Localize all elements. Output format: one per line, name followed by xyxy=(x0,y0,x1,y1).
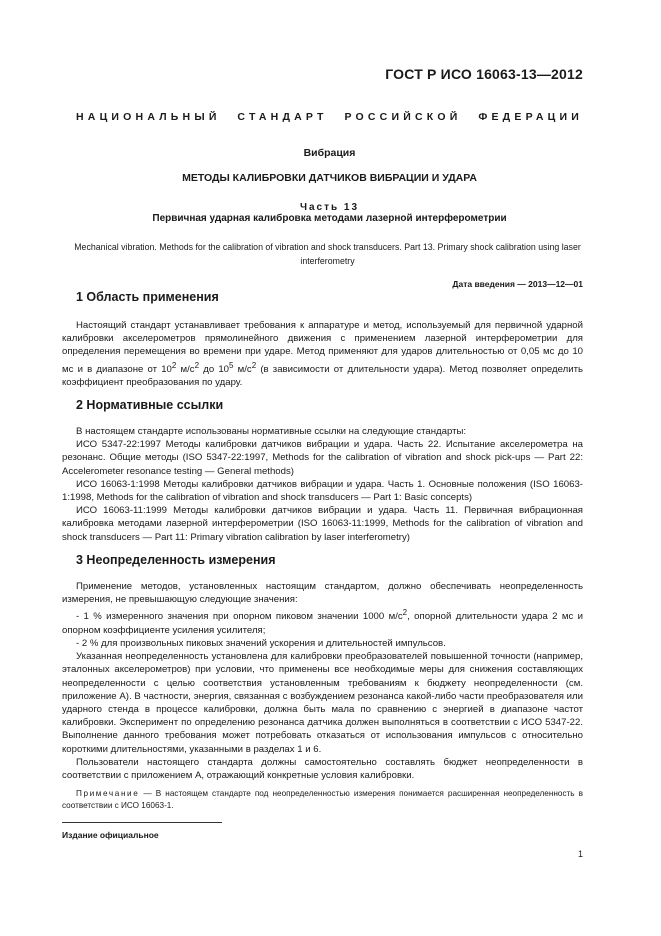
scope-paragraph: Настоящий стандарт устанавливает требования к аппаратуре и метод, используемый для первичной ударной калибровки акселерометров прямолинейного движения с применением лазерной интерферометрии для определения перемещения во времени при ударе. Метод применяют для ударов длительностью от 0,05 мс до 10 мс и в диапазоне от $10^2$ $м/с^2$ до $10^5$ $м/с^2$ (в зависимости от длительности удара). Метод позволяет определить коэффициент преобразования по удару. xyxy=(62,320,583,388)
references-intro: В настоящем стандарте использованы нормативные ссылки на следующие стандарты: xyxy=(76,426,467,437)
national-standard-banner: НАЦИОНАЛЬНЫЙ СТАНДАРТ РОССИЙСКОЙ ФЕДЕРАЦИИ xyxy=(76,111,583,123)
title-subtitle: Первичная ударная калибровка методами лазерной интерферометрии xyxy=(152,213,507,224)
uncertainty-list-item: - 2 % для произвольных пиковых значений ускорения и длительностей импульсов. xyxy=(76,638,446,649)
title-main: МЕТОДЫ КАЛИБРОВКИ ДАТЧИКОВ ВИБРАЦИИ И УДАРА xyxy=(182,172,477,184)
uncertainty-intro: Применение методов, установленных настоящим стандартом, должно обеспечивать неопределенность измерения, не превышающую следующие значения: xyxy=(62,581,583,606)
section-body-uncertainty xyxy=(62,580,583,782)
uncertainty-paragraph: Указанная неопределенность установлена для калибровки преобразователей повышенной точности (например, эталонных акселерометров) при условии, что применены все необходимые меры для снижения составляющих неопределенности с целью соответствия установленным требованиям к бюджету неопределенности (см. приложение А). В частности, энергия, связанная с возбуждением резонанса какой-либо части преобразователя или ударного стенда в процессе калибровки, должна быть мала по сравнению с энергией в диапазоне частот калибровки. Эксперимент по определению резонанса датчика должен выполняться в соответствии с ИСО 5347-22. Выполнение данного требования может потребовать отказаться от использования импульсов с относительно короткими длительностями, указанными в разделах 1 и 6. xyxy=(62,651,583,755)
reference-item: ИСО 16063-11:1999 Методы калибровки датчиков вибрации и удара. Часть 11. Первичная вибрационная калибровка методами лазерной интерферометрии (ISO 16063-11:1999, Methods for the calibration of vibration and shock transducers — Part 11: Primary vibration calibration by laser interferometry) xyxy=(62,505,583,543)
title-category: Вибрация xyxy=(303,147,356,159)
section-body-scope xyxy=(62,319,583,389)
uncertainty-list xyxy=(62,606,583,650)
uncertainty-paragraph: Пользователи настоящего стандарта должны самостоятельно составлять бюджет неопределенности в соответствии с приложением А, отражающий конкретные условия калибровки. xyxy=(62,756,583,782)
note-text: — В настоящем стандарте под неопределенностью измерения понимается расширенная неопределенность в соответствии с ИСО 16063-1. xyxy=(62,789,583,811)
page-number: 1 xyxy=(577,849,583,859)
section-heading-scope: 1 Область применения xyxy=(76,290,219,304)
title-part: Часть 13 xyxy=(299,202,360,213)
introduction-date: Дата введения — 2013—12—01 xyxy=(452,279,583,289)
reference-item: ИСО 5347-22:1997 Методы калибровки датчиков вибрации и удара. Часть 22. Испытание акселерометра на резонанс. Общие методы (ISO 5347-22:1997, Methods for the calibration of vibration and shock pick-ups — Part 22: Accelerometer resonance testing — General methods) xyxy=(62,439,583,477)
footer-divider xyxy=(62,822,222,823)
section-heading-references: 2 Нормативные ссылки xyxy=(76,398,224,412)
section-heading-uncertainty: 3 Неопределенность измерения xyxy=(76,553,276,567)
standard-code: ГОСТ Р ИСО 16063-13—2012 xyxy=(385,66,583,82)
reference-item: ИСО 16063-1:1998 Методы калибровки датчиков вибрации и удара. Часть 1. Основные положения (ISO 16063-1:1998, Methods for the calibration of vibration and shock transducers — Part 1: Basic concepts) xyxy=(62,478,583,504)
title-english: Mechanical vibration. Methods for the calibration of vibration and shock transducers. Part 13. Primary shock calibration using laser interferometry xyxy=(74,242,581,266)
section-body-references xyxy=(62,425,583,544)
note xyxy=(62,788,583,813)
official-edition-label: Издание официальное xyxy=(62,830,159,840)
note-label: Примечание xyxy=(76,789,140,798)
uncertainty-list-item: - 1 % измеренного значения при опорном пиковом значении 1000 $м/с^2$, опорной длительности удара 2 мс и опорном коэффициенте усиления усилителя; xyxy=(62,608,583,636)
